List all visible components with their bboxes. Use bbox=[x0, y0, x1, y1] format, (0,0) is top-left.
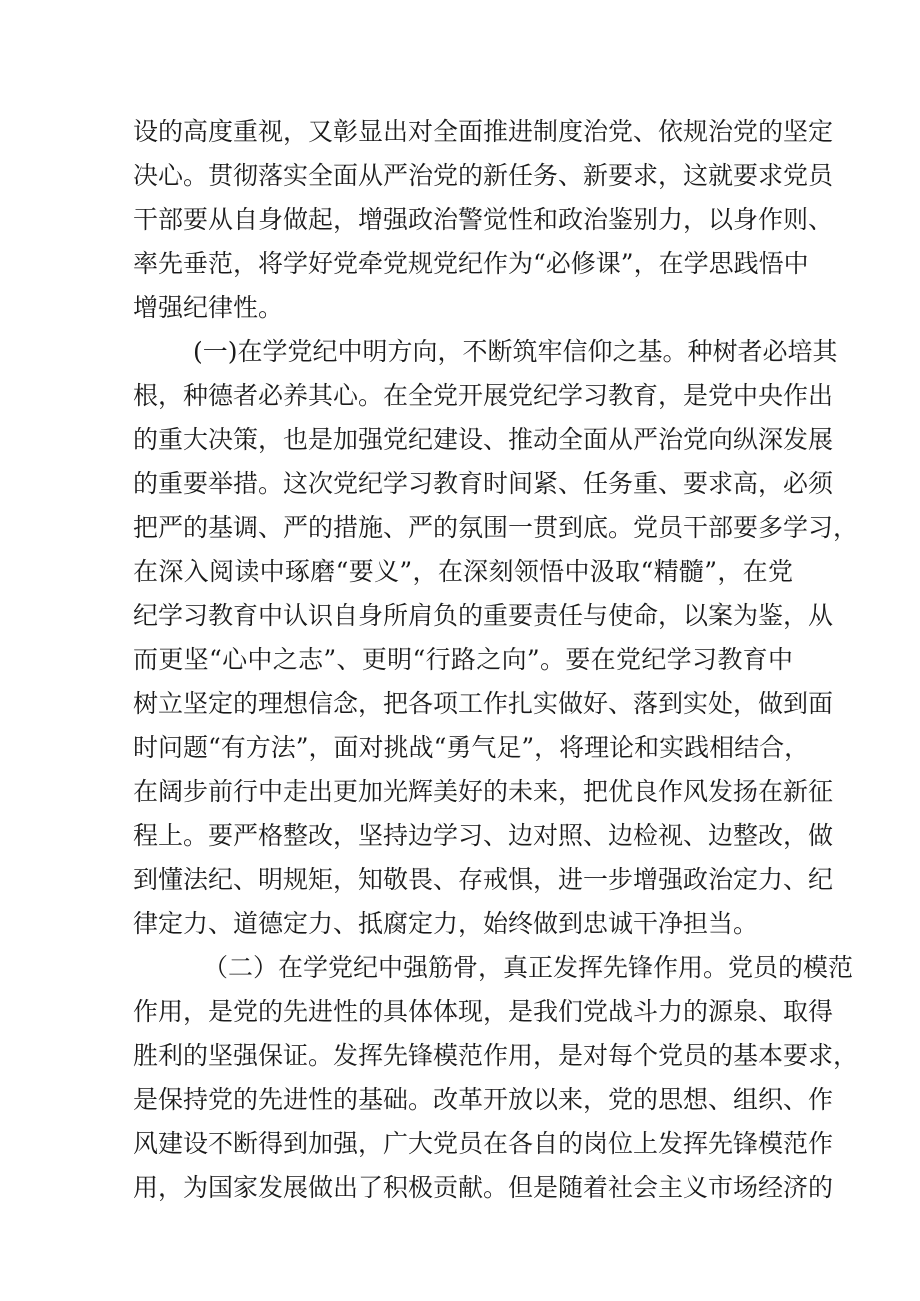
text-line: 风建设不断得到加强，广大党员在各自的岗位上发挥先锋模范作 bbox=[133, 1129, 834, 1158]
text-line: 而更坚“心中之志”、更明“行路之向”。要在党纪学习教育中 bbox=[133, 645, 793, 674]
text-line: 的重要举措。这次党纪学习教育时间紧、任务重、要求高，必须 bbox=[133, 469, 834, 498]
text-line: 是保持党的先进性的基础。改革开放以来，党的思想、组织、作 bbox=[133, 1085, 834, 1114]
text-line: 时问题“有方法”，面对挑战“勇气足”，将理论和实践相结合， bbox=[133, 733, 810, 762]
text-line: 作用，是党的先进性的具体体现，是我们党战斗力的源泉、取得 bbox=[133, 997, 834, 1026]
text-line: 纪学习教育中认识自身所肩负的重要责任与使命，以案为鉴，从 bbox=[133, 601, 834, 630]
text-line: 在深入阅读中琢磨“要义”，在深刻领悟中汲取“精髓”，在党 bbox=[133, 557, 793, 586]
text-line: 增强纪律性。 bbox=[133, 293, 284, 322]
text-line: 律定力、道德定力、抵腐定力，始终做到忠诚干净担当。 bbox=[133, 909, 759, 938]
section-heading-line: （二）在学党纪中强筋骨，真正发挥先锋作用。党员的模范 bbox=[203, 953, 854, 982]
text-line: 干部要从自身做起，增强政治警觉性和政治鉴别力，以身作则、 bbox=[133, 205, 834, 234]
text-line: 决心。贯彻落实全面从严治党的新任务、新要求，这就要求党员 bbox=[133, 161, 834, 190]
text-line: 率先垂范，将学好党牵党规党纪作为“必修课”，在学思践悟中 bbox=[133, 249, 809, 278]
section-heading-line: (一)在学党纪中明方向，不断筑牢信仰之基。种树者必培其 bbox=[193, 337, 838, 366]
text-line: 程上。要严格整改，坚持边学习、边对照、边检视、边整改，做 bbox=[133, 821, 834, 850]
text-line: 根，种德者必养其心。在全党开展党纪学习教育，是党中央作出 bbox=[133, 381, 834, 410]
text-line: 用，为国家发展做出了积极贡献。但是随着社会主义市场经济的 bbox=[133, 1173, 834, 1202]
text-line: 把严的基调、严的措施、严的氛围一贯到底。党员干部要多学习， bbox=[133, 513, 859, 542]
text-line: 胜利的坚强保证。发挥先锋模范作用，是对每个党员的基本要求， bbox=[133, 1041, 859, 1070]
text-line: 到懂法纪、明规矩，知敬畏、存戒惧，进一步增强政治定力、纪 bbox=[133, 865, 834, 894]
text-line: 树立坚定的理想信念，把各项工作扎实做好、落到实处，做到面 bbox=[133, 689, 834, 718]
text-line: 设的高度重视，又彰显出对全面推进制度治党、依规治党的坚定 bbox=[133, 117, 834, 146]
text-line: 在阔步前行中走出更加光辉美好的未来，把优良作风发扬在新征 bbox=[133, 777, 834, 806]
text-line: 的重大决策，也是加强党纪建设、推动全面从严治党向纵深发展 bbox=[133, 425, 834, 454]
